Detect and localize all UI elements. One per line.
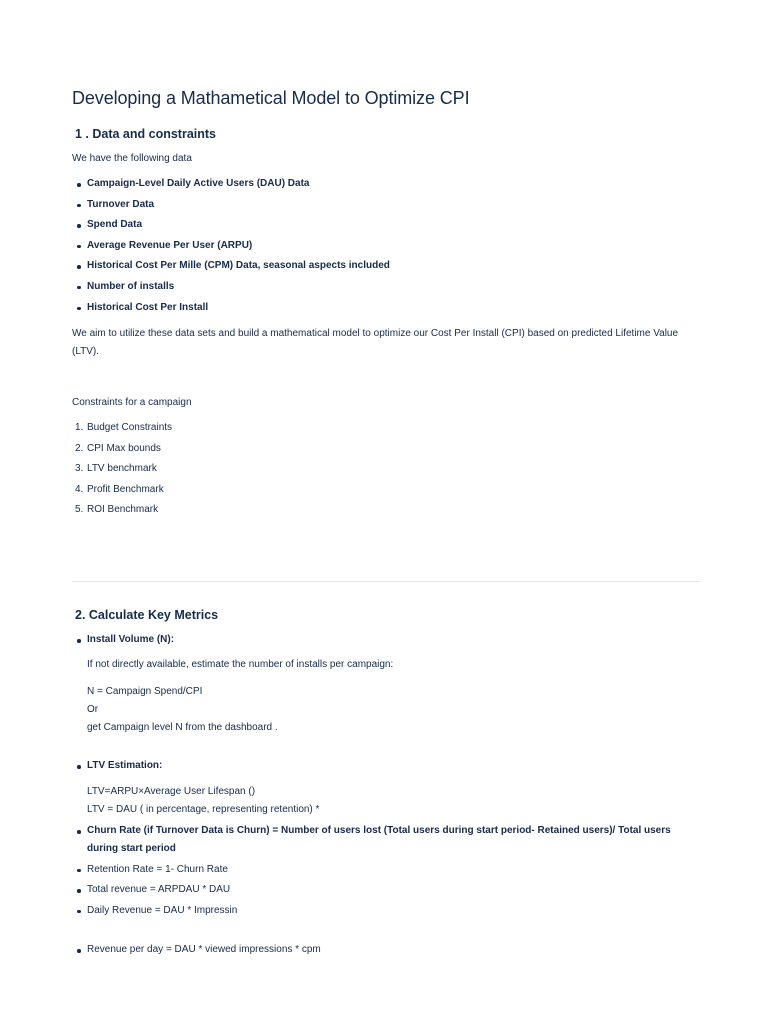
section-1-intro: We have the following data [72,153,192,164]
ltv-formula-2: LTV = DAU ( in percentage, representing retention) * [87,804,320,815]
list-item: Churn Rate (if Turnover Data is Churn) = Number of users lost (Total users during start period- Retained users)/ Total users during start period [72,822,698,858]
list-item-text: Budget Constraints [87,422,173,433]
install-volume-description: If not directly available, estimate the number of installs per campaign: [87,659,394,670]
list-item: Spend Data [72,216,390,234]
list-item [72,419,172,437]
list-item: Historical Cost Per Mille (CPM) Data, seasonal aspects included [72,257,390,275]
list-number: 1. [75,422,84,433]
list-item: Number of installs [72,278,390,296]
section-divider [72,581,700,582]
list-number: 3. [75,463,84,475]
ltv-list [72,757,162,775]
list-item-text: Profit Benchmark [87,483,164,495]
list-item: Average Revenue Per User (ARPU) [72,237,390,255]
list-item: Historical Cost Per Install [72,299,390,317]
list-item [72,481,172,499]
list-item: Campaign-Level Daily Active Users (DAU) Data [72,175,390,193]
section-2-heading: 2. Calculate Key Metrics [75,608,219,622]
list-item [72,501,172,519]
list-item: Turnover Data [72,196,390,214]
revenue-list [72,941,321,959]
list-item [72,460,172,478]
list-item: Total revenue = ARPDAU * DAU [72,881,698,899]
list-item-text: LTV benchmark [87,463,157,475]
ltv-formula-1: LTV=ARPU×Average User Lifespan () [87,786,256,797]
install-volume-list [72,631,174,649]
constraints-list [72,419,172,519]
data-list [72,175,390,317]
install-volume-alt: get Campaign level N from the dashboard . [87,722,278,733]
list-item: Retention Rate = 1- Churn Rate [72,861,698,879]
list-item: LTV Estimation: [72,757,162,775]
install-volume-or: Or [87,704,99,715]
list-number: 2. [75,442,84,454]
section-1-heading: 1 . Data and constraints [75,127,217,141]
list-item: Install Volume (N): [72,631,174,649]
constraints-intro: Constraints for a campaign [72,397,192,408]
list-number: 4. [75,483,84,495]
list-item-text: ROI Benchmark [87,504,159,516]
list-item-text: CPI Max bounds [87,442,161,454]
list-item: Daily Revenue = DAU * Impressin [72,902,698,920]
list-number: 5. [75,504,84,516]
aim-paragraph: We aim to utilize these data sets and build a mathematical model to optimize our Cost Per Install (CPI) based on predicted Lifetime Value (LTV). [72,328,679,357]
page-title: Developing a Mathametical Model to Optimize CPI [72,88,470,108]
list-item [72,440,172,458]
metrics-list [72,822,698,920]
list-item: Revenue per day = DAU * viewed impressions * cpm [72,941,321,959]
install-volume-formula: N = Campaign Spend/CPI [87,686,203,697]
